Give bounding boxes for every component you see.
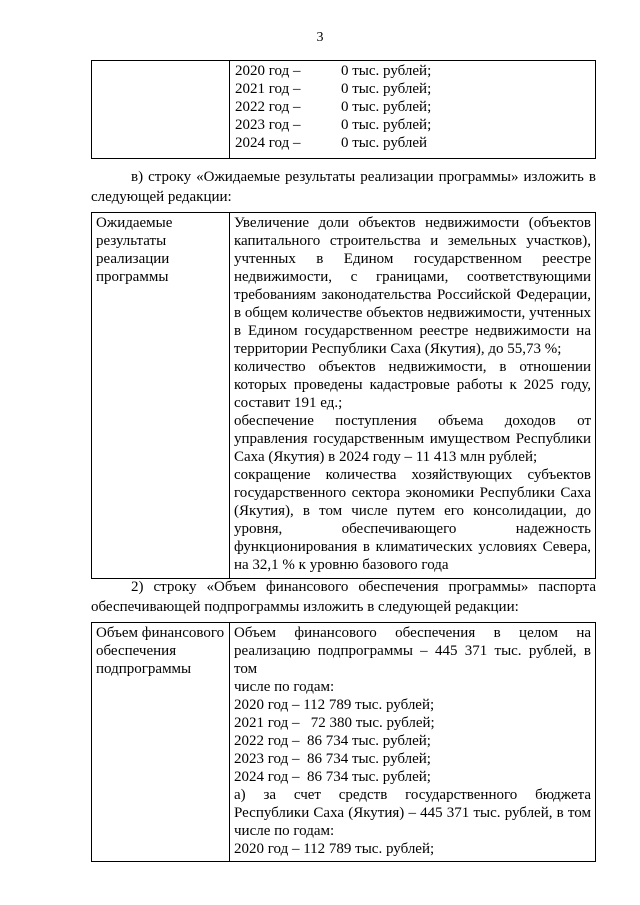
expected-results-content: Увеличение доли объектов недвижимости (объектов капитального строительства и земельных участков), учтенных в Едином государственном реестре недвижимости, с границами, соответствующими требованиям законодательства Российской Федерации, в общем количестве объектов недвижимости, учтенных в Едином государственном реестре недвижимости на территории Республики Саха (Якутия), до 55,73 %; количество объектов недвижимости, в отношении которых проведены кадастровые работы к 2025 году, составит 191 ед.; обеспечение поступления объема доходов от управления государственным имуществом Республики Саха (Якутия) в 2024 году – 11 413 млн рублей; сокращение количества хозяйствующих субъектов государственного сектора экономики Республики Саха (Якутия), в том числе путем его консолидации, до уровня, обеспечивающего надежность функционирования в климатических условиях Севера, на 32,1 % к уровню базового года [230,213,596,579]
financing-volume-label: Объем финансового обеспечения подпрограммы [92,623,230,862]
expected-results-table [91,212,596,579]
year-line: 2020 год – 0 тыс. рублей; [235,63,432,79]
years-cell [230,61,596,159]
paragraph-line: 2) строку «Объем финансового обеспечения программы» паспорта [131,579,596,595]
empty-label-cell [92,61,230,159]
table-row [92,623,596,862]
financing-volume-table [91,622,596,862]
year-line: 2024 год – 0 тыс. рублей [235,135,428,151]
paragraph-line: обеспечивающей подпрограммы изложить в следующей редакции: [91,599,519,615]
paragraph-line: следующей редакции: [91,189,232,205]
table-row [92,213,596,579]
paragraph-v [91,167,596,207]
expected-results-label: Ожидаемые результаты реализации программы [92,213,230,579]
table-row [92,61,596,159]
page-number: 3 [316,30,324,45]
year-line: 2021 год – 0 тыс. рублей; [235,81,432,97]
paragraph-line: в) строку «Ожидаемые результаты реализации программы» изложить в [131,169,596,185]
financing-volume-content: Объем финансового обеспечения в целом на реализацию подпрограммы – 445 371 тыс. рублей, в том числе по годам: 2020 год – 112 789 тыс. рублей; 2021 год – 72 380 тыс. рублей; 2022 год – 86 734 тыс. рублей; 2023 год – 86 734 тыс. рублей; 2024 год – 86 734 тыс. рублей; а) за счет средств государственного бюджета Республики Саха (Якутия) – 445 371 тыс. рублей, в том числе по годам: 2020 год – 112 789 тыс. рублей; [230,623,596,862]
year-line: 2023 год – 0 тыс. рублей; [235,117,432,133]
funding-years-table [91,60,596,159]
paragraph-2 [91,577,596,617]
year-line: 2022 год – 0 тыс. рублей; [235,99,432,115]
